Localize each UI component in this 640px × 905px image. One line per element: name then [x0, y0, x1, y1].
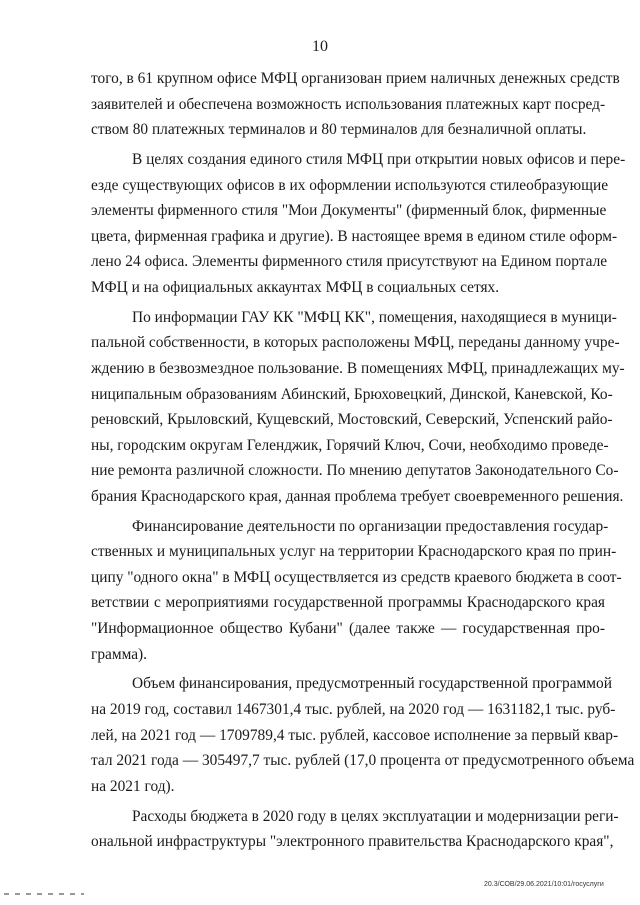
- scan-artifact-dashes: [4, 893, 84, 895]
- text-line: "Информационное общество Кубани" (далее также — государственная про-: [91, 620, 605, 638]
- text-line: пальной собственности, в которых расположены МФЦ, переданы данному учре-: [91, 334, 620, 352]
- text-line: ны, городским округам Геленджик, Горячий Ключ, Сочи, необходимо проведе-: [91, 436, 609, 454]
- text-line: ципу "одного окна" в МФЦ осуществляется из средств краевого бюджета в соот-: [91, 568, 622, 586]
- text-line: По информации ГАУ КК "МФЦ КК", помещения, находящиеся в муници-: [132, 308, 617, 326]
- page-number: 10: [312, 38, 328, 55]
- text-line: ветствии с мероприятиями государственной программы Краснодарского края: [91, 594, 605, 612]
- text-line: Объем финансирования, предусмотренный государственной программой: [132, 675, 612, 693]
- text-line: элементы фирменного стиля "Мои Документы" (фирменный блок, фирменные: [91, 202, 607, 220]
- text-line: В целях создания единого стиля МФЦ при открытии новых офисов и пере-: [132, 150, 626, 168]
- text-line: заявителей и обеспечена возможность использования платежных карт посред-: [91, 95, 606, 113]
- paragraph: [91, 305, 625, 510]
- text-line: лей, на 2021 год — 1709789,4 тыс. рублей, кассовое исполнение за первый квар-: [91, 726, 619, 744]
- text-line: езде существующих офисов в их оформлении используются стилеобразующие: [91, 176, 609, 194]
- footer-stamp: 20.3/СОВ/29.06.2021/10:01/госуслуги: [484, 881, 604, 888]
- text-line: на 2019 год, составил 1467301,4 тыс. рублей, на 2020 год — 1631182,1 тыс. руб-: [91, 701, 616, 718]
- paragraph: [91, 514, 622, 668]
- text-line: ниципальным образованиям Абинский, Брюховецкий, Динской, Каневской, Ко-: [91, 385, 613, 403]
- text-line: ством 80 платежных терминалов и 80 терминалов для безналичной оплаты.: [91, 121, 587, 139]
- text-line: ждению в безвозмездное пользование. В помещениях МФЦ, принадлежащих му-: [91, 359, 625, 377]
- document-body: [91, 66, 635, 859]
- text-line: лено 24 офиса. Элементы фирменного стиля присутствуют на Едином портале: [91, 253, 608, 271]
- text-line: реновский, Крыловский, Кущевский, Мостовский, Северский, Успенский райо-: [91, 411, 613, 429]
- text-line: ональной инфраструктуры "электронного правительства Краснодарского края",: [91, 833, 614, 851]
- text-line: ние ремонта различной сложности. По мнению депутатов Законодательного Со-: [91, 462, 619, 480]
- text-line: брания Краснодарского края, данная проблема требует своевременного решения.: [91, 487, 624, 505]
- text-line: Расходы бюджета в 2020 году в целях эксплуатации и модернизации реги-: [132, 807, 619, 825]
- paragraph: [91, 804, 619, 855]
- text-line: ственных и муниципальных услуг на территории Краснодарского края по прин-: [91, 543, 617, 561]
- paragraph: [91, 66, 620, 143]
- text-line: МФЦ и на официальных аккаунтах МФЦ в социальных сетях.: [91, 278, 500, 296]
- paragraph: [91, 147, 626, 301]
- text-line: грамма).: [91, 645, 148, 663]
- text-line: того, в 61 крупном офисе МФЦ организован прием наличных денежных средств: [91, 70, 620, 87]
- text-line: на 2021 год).: [91, 777, 175, 795]
- text-line: тал 2021 года — 305497,7 тыс. рублей (17,0 процента от предусмотренного объема: [91, 752, 635, 770]
- text-line: цвета, фирменная графика и другие). В настоящее время в едином стиле оформ-: [91, 227, 618, 245]
- paragraph: [91, 671, 635, 799]
- text-line: Финансирование деятельности по организации предоставления государ-: [132, 517, 609, 535]
